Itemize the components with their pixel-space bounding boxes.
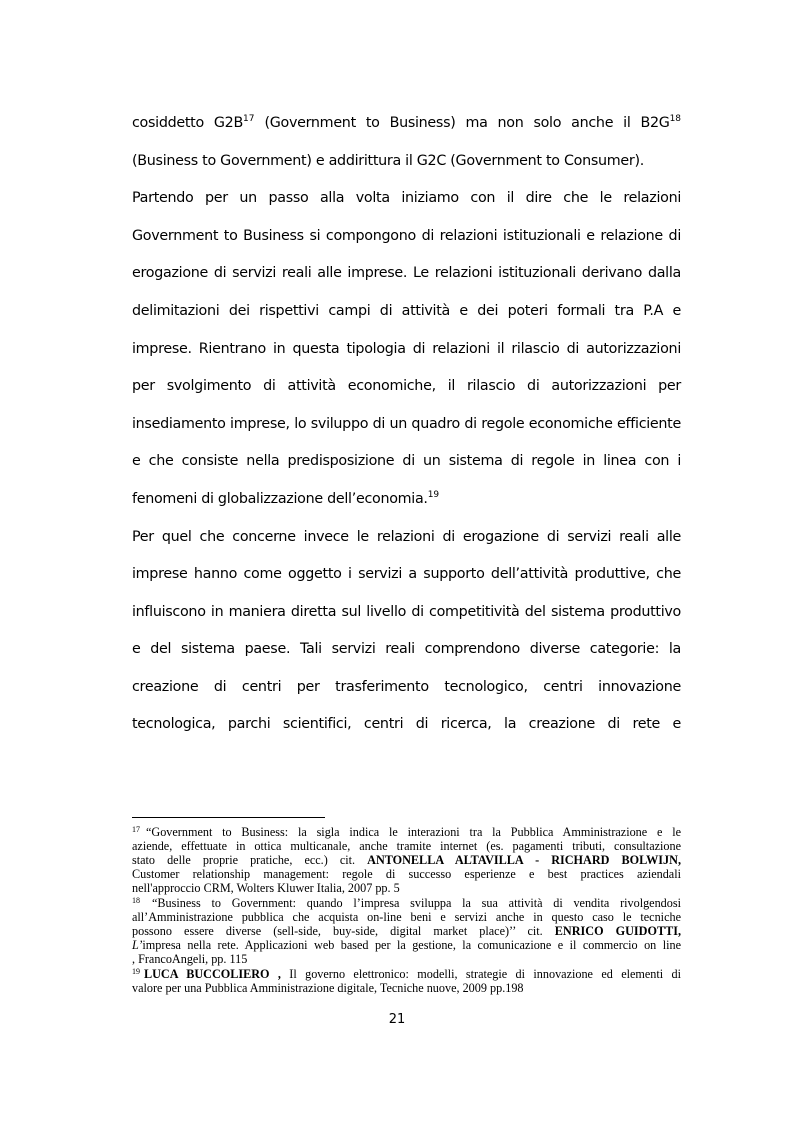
- body-line-5: erogazione di servizi reali alle imprese. Le relazioni istituzionali derivano dalla: [132, 265, 681, 281]
- footnote-ref-18[interactable]: 18: [669, 114, 682, 124]
- body-line-12: Per quel che concerne invece le relazioni di erogazione di servizi reali alle: [132, 529, 681, 545]
- footnote-17-line-4: Customer relationship management: regole di successo esperienze e best practices aziendali: [132, 867, 681, 881]
- footnote-17-number: 17: [132, 825, 140, 834]
- body-line-7: imprese. Rientrano in questa tipologia di relazioni il rilascio di autorizzazioni: [132, 341, 681, 357]
- body-line-4: Government to Business si compongono di relazioni istituzionali e relazione di: [132, 228, 681, 244]
- footnote-18-text-3a: possono essere diverse (sell-side, buy-side, digital market place)’’ cit.: [132, 924, 543, 938]
- footnote-17-text-3a: stato delle proprie pratiche, ecc.) cit.: [132, 853, 356, 867]
- body-line-11: [132, 488, 681, 510]
- footnote-18-text-1: “Business to Government: quando l’impresa sviluppa la sua attività di vendita rivolgendosi: [152, 896, 681, 910]
- body-line-2: (Business to Government) e addirittura il G2C (Government to Consumer).: [132, 153, 644, 169]
- body-line-3: Partendo per un passo alla volta iniziamo con il dire che le relazioni: [132, 190, 681, 206]
- footnote-18-line-3: [132, 924, 681, 938]
- footnote-17-authors: ANTONELLA ALTAVILLA - RICHARD BOLWIJN,: [367, 853, 681, 867]
- page-number: 21: [388, 1012, 406, 1027]
- footnote-19-author: LUCA BUCCOLIERO ,: [144, 967, 281, 981]
- footnote-18-line-5: , FrancoAngeli, pp. 115: [132, 952, 248, 966]
- footnote-19-line-1: [132, 967, 681, 981]
- body-line-10: e che consiste nella predisposizione di un sistema di regole in linea con i: [132, 453, 681, 469]
- body-line-13: imprese hanno come oggetto i servizi a supporto dell’attività produttive, che: [132, 566, 681, 582]
- footnote-17-line-1: [132, 825, 681, 839]
- body-line-15: e del sistema paese. Tali servizi reali comprendono diverse categorie: la: [132, 641, 681, 657]
- footnote-19-text-1: Il governo elettronico: modelli, strategie di innovazione ed elementi di: [280, 967, 681, 981]
- footnote-17-line-3: [132, 853, 681, 867]
- footnote-separator: [132, 817, 325, 818]
- footnote-17-text-1: “Government to Business: la sigla indica le interazioni tra la Pubblica Amministrazione e le: [146, 825, 681, 839]
- footnote-19-number: 19: [132, 967, 140, 976]
- body-line-1b: (Government to Business) ma non solo anche il B2G: [264, 115, 670, 131]
- footnote-18-number: 18: [132, 896, 140, 905]
- footnote-18-line-4: [132, 938, 681, 952]
- footnote-18-italic-l: L’: [132, 938, 143, 952]
- footnote-18-line-2: all’Amministrazione pubblica che acquista on-line beni e servizi anche in questo caso le tecniche: [132, 910, 681, 924]
- footnote-17-line-5: nell'approccio CRM, Wolters Kluwer Italia, 2007 pp. 5: [132, 881, 400, 895]
- footnote-18-line-1: [132, 896, 681, 910]
- body-line-6: delimitazioni dei rispettivi campi di attività e dei poteri formali tra P.A e: [132, 303, 681, 319]
- body-line-1: [132, 112, 681, 134]
- footnote-19-line-2: valore per una Pubblica Amministrazione digitale, Tecniche nuove, 2009 pp.198: [132, 981, 524, 995]
- footnote-18-author: ENRICO GUIDOTTI,: [554, 924, 681, 938]
- footnote-ref-19[interactable]: 19: [427, 490, 440, 500]
- body-line-9: insediamento imprese, lo sviluppo di un quadro di regole economiche efficiente: [132, 416, 681, 432]
- footnote-17-line-2: aziende, effettuate in ottica multicanale, anche tramite internet (es. pagamenti tributi, consultazione: [132, 839, 681, 853]
- body-line-14: influiscono in maniera diretta sul livello di competitività del sistema produttivo: [132, 604, 681, 620]
- body-line-8: per svolgimento di attività economiche, il rilascio di autorizzazioni per: [132, 378, 681, 394]
- body-line-11-text: fenomeni di globalizzazione dell’economia.: [132, 491, 428, 507]
- body-line-1a: cosiddetto G2B: [132, 115, 243, 131]
- footnote-18-text-4: impresa nella rete. Applicazioni web based per la gestione, la comunicazione e il commercio on line: [142, 938, 681, 952]
- body-line-16: creazione di centri per trasferimento tecnologico, centri innovazione: [132, 679, 681, 695]
- body-line-17: tecnologica, parchi scientifici, centri di ricerca, la creazione di rete e: [132, 716, 681, 732]
- footnote-ref-17[interactable]: 17: [243, 114, 255, 124]
